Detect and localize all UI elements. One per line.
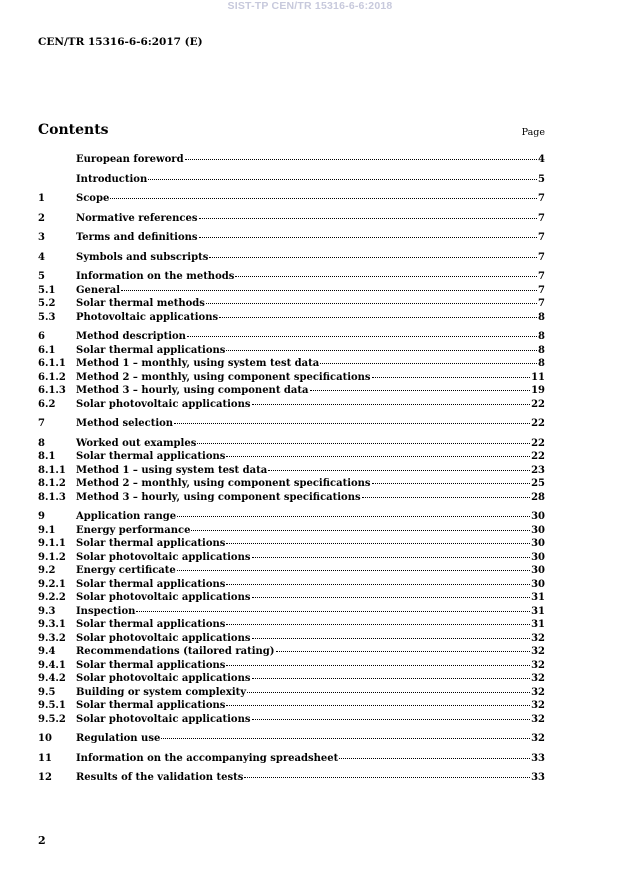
toc-dot-leader xyxy=(187,336,537,337)
toc-entry-title: Terms and definitions xyxy=(76,232,198,243)
toc-entry-title: Solar photovoltaic applications xyxy=(76,632,251,644)
toc-entry-page: 19 xyxy=(531,385,545,396)
toc-entry-page: 32 xyxy=(531,686,545,698)
toc-dot-leader xyxy=(226,624,530,625)
toc-entry[interactable] xyxy=(38,154,545,168)
toc-dot-leader xyxy=(199,218,538,219)
toc-dot-leader xyxy=(320,363,537,364)
toc-dot-leader xyxy=(206,303,537,304)
toc-entry[interactable] xyxy=(38,451,545,465)
toc-entry-number: 9.3.2 xyxy=(38,632,66,644)
toc-entry[interactable] xyxy=(38,285,545,299)
toc-entry-page: 7 xyxy=(538,284,545,296)
toc-entry[interactable] xyxy=(38,174,545,188)
toc-entry-number: 9.4 xyxy=(38,646,56,657)
toc-entry-title: Method 3 – hourly, using component data xyxy=(76,385,309,396)
toc-entry-page: 32 xyxy=(531,673,545,684)
toc-entry-page: 28 xyxy=(531,491,545,503)
toc-entry-title: Method 3 – hourly, using component specifications xyxy=(76,491,361,503)
toc-dot-leader xyxy=(177,516,530,517)
toc-entry[interactable] xyxy=(38,312,545,326)
toc-entry[interactable] xyxy=(38,700,545,714)
toc-entry-page: 31 xyxy=(531,605,545,617)
toc-entry-page: 8 xyxy=(538,358,545,369)
toc-entry[interactable] xyxy=(38,465,545,479)
toc-dot-leader xyxy=(310,390,531,391)
toc-entry-number: 9.1 xyxy=(38,524,56,536)
toc-entry-page: 11 xyxy=(531,371,545,383)
toc-dot-leader xyxy=(191,530,530,531)
toc-entry-page: 7 xyxy=(538,251,545,263)
toc-entry[interactable] xyxy=(38,345,545,359)
toc-entry-title: Normative references xyxy=(76,212,198,224)
toc-entry-page: 32 xyxy=(531,700,545,711)
toc-entry[interactable] xyxy=(38,438,545,452)
toc-entry-page: 30 xyxy=(531,511,545,522)
toc-dot-leader xyxy=(226,350,537,351)
toc-dot-leader xyxy=(110,198,537,199)
toc-dot-leader xyxy=(148,179,537,180)
toc-entry[interactable] xyxy=(38,492,545,506)
toc-entry-title: Symbols and subscripts xyxy=(76,251,209,263)
toc-entry-number: 8.1.3 xyxy=(38,491,66,503)
toc-entry-title: Method 1 – using system test data xyxy=(76,464,268,476)
toc-entry-number: 6 xyxy=(38,331,45,342)
toc-entry[interactable] xyxy=(38,252,545,266)
toc-entry-number: 9.2.2 xyxy=(38,592,66,603)
toc-entry-page: 30 xyxy=(531,578,545,590)
toc-entry-title: Information on the accompanying spreadsheet xyxy=(76,752,339,764)
toc-entry-page: 7 xyxy=(538,232,545,243)
toc-dot-leader xyxy=(252,719,531,720)
toc-entry-number: 4 xyxy=(38,251,45,263)
toc-entry-page: 22 xyxy=(531,418,545,429)
toc-dot-leader xyxy=(252,404,531,405)
toc-entry-page: 31 xyxy=(531,619,545,630)
toc-dot-leader xyxy=(226,705,530,706)
toc-entry-title: Information on the methods xyxy=(76,271,235,282)
toc-entry[interactable] xyxy=(38,565,545,579)
toc-entry-number: 6.1.1 xyxy=(38,358,66,369)
toc-dot-leader xyxy=(362,497,530,498)
toc-entry-title: Method 2 – monthly, using component specifications xyxy=(76,478,371,489)
toc-entry-title: European foreword xyxy=(76,154,184,165)
toc-entry[interactable] xyxy=(38,358,545,372)
toc-entry-page: 4 xyxy=(538,154,545,165)
toc-entry-number: 9.2.1 xyxy=(38,578,66,590)
toc-entry-page: 7 xyxy=(538,298,545,309)
toc-entry-page: 33 xyxy=(531,752,545,764)
toc-entry-title: Solar photovoltaic applications xyxy=(76,551,251,563)
toc-entry[interactable] xyxy=(38,418,545,432)
toc-entry-number: 6.2 xyxy=(38,398,56,410)
toc-entry-title: Application range xyxy=(76,511,177,522)
toc-entry-number: 9.5 xyxy=(38,686,56,698)
toc-entry[interactable] xyxy=(38,733,545,747)
toc-entry-number: 9 xyxy=(38,511,45,522)
toc-entry-number: 5 xyxy=(38,271,45,282)
toc-entry-number: 1 xyxy=(38,193,45,204)
toc-dot-leader xyxy=(276,651,531,652)
toc-entry[interactable] xyxy=(38,633,545,647)
toc-dot-leader xyxy=(219,317,537,318)
toc-entry-title: Solar photovoltaic applications xyxy=(76,398,251,410)
toc-entry-title: Recommendations (tailored rating) xyxy=(76,646,275,657)
toc-entry-page: 8 xyxy=(538,331,545,342)
toc-entry-page: 32 xyxy=(531,659,545,671)
toc-entry-title: Method 2 – monthly, using component specifications xyxy=(76,371,371,383)
toc-entry-page: 30 xyxy=(531,551,545,563)
contents-heading: Contents xyxy=(38,122,109,138)
toc-entry[interactable] xyxy=(38,298,545,312)
toc-entry-number: 3 xyxy=(38,232,45,243)
toc-entry-page: 22 xyxy=(531,398,545,410)
toc-entry[interactable] xyxy=(38,772,545,786)
toc-entry[interactable] xyxy=(38,193,545,207)
toc-entry[interactable] xyxy=(38,372,545,386)
toc-entry-number: 11 xyxy=(38,752,52,764)
toc-entry-number: 8.1.2 xyxy=(38,478,66,489)
toc-dot-leader xyxy=(185,159,537,160)
toc-dot-leader xyxy=(174,423,530,424)
toc-entry-number: 9.4.2 xyxy=(38,673,66,684)
toc-entry-title: General xyxy=(76,284,121,296)
toc-entry-page: 7 xyxy=(538,271,545,282)
toc-entry-page: 32 xyxy=(531,733,545,744)
toc-entry-number: 8.1 xyxy=(38,451,56,462)
toc-entry-page: 5 xyxy=(538,173,545,185)
toc-entry-number: 6.1 xyxy=(38,344,56,356)
toc-entry-number: 8 xyxy=(38,437,45,449)
toc-entry-number: 5.1 xyxy=(38,284,56,296)
toc-entry[interactable] xyxy=(38,579,545,593)
toc-entry-page: 8 xyxy=(538,344,545,356)
toc-dot-leader xyxy=(226,584,530,585)
toc-entry[interactable] xyxy=(38,619,545,633)
toc-entry-number: 5.2 xyxy=(38,298,56,309)
toc-entry-title: Solar thermal applications xyxy=(76,619,226,630)
toc-entry-page: 7 xyxy=(538,193,545,204)
toc-entry-title: Results of the validation tests xyxy=(76,772,244,783)
toc-entry-number: 8.1.1 xyxy=(38,464,66,476)
toc-entry-title: Regulation use xyxy=(76,733,161,744)
toc-dot-leader xyxy=(121,290,537,291)
toc-entry-title: Solar thermal applications xyxy=(76,659,226,671)
toc-dot-leader xyxy=(197,443,530,444)
toc-entry-title: Photovoltaic applications xyxy=(76,311,219,323)
toc-entry-title: Building or system complexity xyxy=(76,686,247,698)
toc-entry[interactable] xyxy=(38,660,545,674)
toc-entry-number: 9.4.1 xyxy=(38,659,66,671)
toc-entry-page: 30 xyxy=(531,538,545,549)
toc-dot-leader xyxy=(199,237,538,238)
toc-entry[interactable] xyxy=(38,213,545,227)
toc-entry-page: 30 xyxy=(531,524,545,536)
toc-entry[interactable] xyxy=(38,538,545,552)
watermark: SIST-TP CEN/TR 15316-6-6:2018 xyxy=(227,0,393,12)
table-of-contents xyxy=(38,154,545,786)
toc-entry-title: Method description xyxy=(76,331,186,342)
toc-dot-leader xyxy=(177,570,530,571)
toc-entry[interactable] xyxy=(38,753,545,767)
toc-entry-page: 25 xyxy=(531,478,545,489)
toc-entry-title: Method 1 – monthly, using system test data xyxy=(76,358,320,369)
toc-entry[interactable] xyxy=(38,385,545,399)
toc-entry[interactable] xyxy=(38,646,545,660)
toc-entry-number: 9.1.1 xyxy=(38,538,66,549)
toc-entry-page: 31 xyxy=(531,592,545,603)
toc-entry-page: 32 xyxy=(531,713,545,725)
toc-entry[interactable] xyxy=(38,687,545,701)
toc-entry-page: 32 xyxy=(531,646,545,657)
toc-dot-leader xyxy=(244,777,530,778)
document-identifier: CEN/TR 15316-6-6:2017 (E) xyxy=(38,36,203,48)
page-column-label: Page xyxy=(521,127,545,138)
toc-entry-number: 12 xyxy=(38,772,52,783)
toc-entry-title: Solar thermal methods xyxy=(76,298,205,309)
toc-entry-number: 10 xyxy=(38,733,52,744)
toc-entry-title: Energy performance xyxy=(76,524,191,536)
toc-dot-leader xyxy=(268,470,530,471)
toc-entry-title: Method selection xyxy=(76,418,174,429)
toc-entry-page: 7 xyxy=(538,212,545,224)
toc-entry-title: Worked out examples xyxy=(76,437,197,449)
toc-entry-page: 8 xyxy=(538,311,545,323)
toc-dot-leader xyxy=(247,692,530,693)
toc-dot-leader xyxy=(209,257,537,258)
toc-entry[interactable] xyxy=(38,232,545,246)
toc-dot-leader xyxy=(161,738,530,739)
toc-entry-title: Introduction xyxy=(76,173,148,185)
toc-entry-title: Solar photovoltaic applications xyxy=(76,673,251,684)
toc-entry-title: Energy certificate xyxy=(76,565,176,576)
toc-entry[interactable] xyxy=(38,478,545,492)
toc-dot-leader xyxy=(252,597,531,598)
toc-dot-leader xyxy=(372,483,531,484)
toc-entry[interactable] xyxy=(38,552,545,566)
toc-entry-title: Solar photovoltaic applications xyxy=(76,592,251,603)
toc-entry-page: 23 xyxy=(531,464,545,476)
toc-entry-page: 33 xyxy=(531,772,545,783)
toc-entry-number: 9.1.2 xyxy=(38,551,66,563)
toc-entry[interactable] xyxy=(38,525,545,539)
toc-entry-number: 6.1.3 xyxy=(38,385,66,396)
toc-dot-leader xyxy=(226,543,530,544)
toc-entry[interactable] xyxy=(38,331,545,345)
toc-dot-leader xyxy=(339,758,530,759)
toc-entry[interactable] xyxy=(38,673,545,687)
toc-entry-title: Inspection xyxy=(76,605,136,617)
toc-entry-number: 2 xyxy=(38,212,45,224)
toc-entry-number: 6.1.2 xyxy=(38,371,66,383)
toc-entry-title: Scope xyxy=(76,193,110,204)
toc-entry-title: Solar thermal applications xyxy=(76,700,226,711)
toc-entry[interactable] xyxy=(38,606,545,620)
toc-entry-page: 22 xyxy=(531,437,545,449)
toc-entry-number: 9.3.1 xyxy=(38,619,66,630)
toc-dot-leader xyxy=(226,456,530,457)
toc-entry-page: 32 xyxy=(531,632,545,644)
toc-entry-number: 5.3 xyxy=(38,311,56,323)
toc-dot-leader xyxy=(235,276,537,277)
toc-dot-leader xyxy=(226,665,530,666)
toc-entry[interactable] xyxy=(38,714,545,728)
toc-entry-page: 22 xyxy=(531,451,545,462)
toc-entry-number: 9.3 xyxy=(38,605,56,617)
toc-entry-title: Solar photovoltaic applications xyxy=(76,713,251,725)
toc-entry-number: 9.5.1 xyxy=(38,700,66,711)
toc-entry[interactable] xyxy=(38,399,545,413)
toc-entry[interactable] xyxy=(38,592,545,606)
toc-dot-leader xyxy=(252,557,531,558)
toc-entry-page: 30 xyxy=(531,565,545,576)
toc-dot-leader xyxy=(252,638,531,639)
toc-entry-title: Solar thermal applications xyxy=(76,578,226,590)
toc-entry-number: 7 xyxy=(38,418,45,429)
toc-entry[interactable] xyxy=(38,511,545,525)
toc-dot-leader xyxy=(372,377,531,378)
toc-entry-title: Solar thermal applications xyxy=(76,344,226,356)
toc-dot-leader xyxy=(136,611,530,612)
toc-entry[interactable] xyxy=(38,271,545,285)
toc-entry-number: 9.2 xyxy=(38,565,56,576)
toc-dot-leader xyxy=(252,678,531,679)
toc-entry-title: Solar thermal applications xyxy=(76,451,226,462)
toc-entry-title: Solar thermal applications xyxy=(76,538,226,549)
page-number: 2 xyxy=(38,834,46,847)
toc-entry-number: 9.5.2 xyxy=(38,713,66,725)
